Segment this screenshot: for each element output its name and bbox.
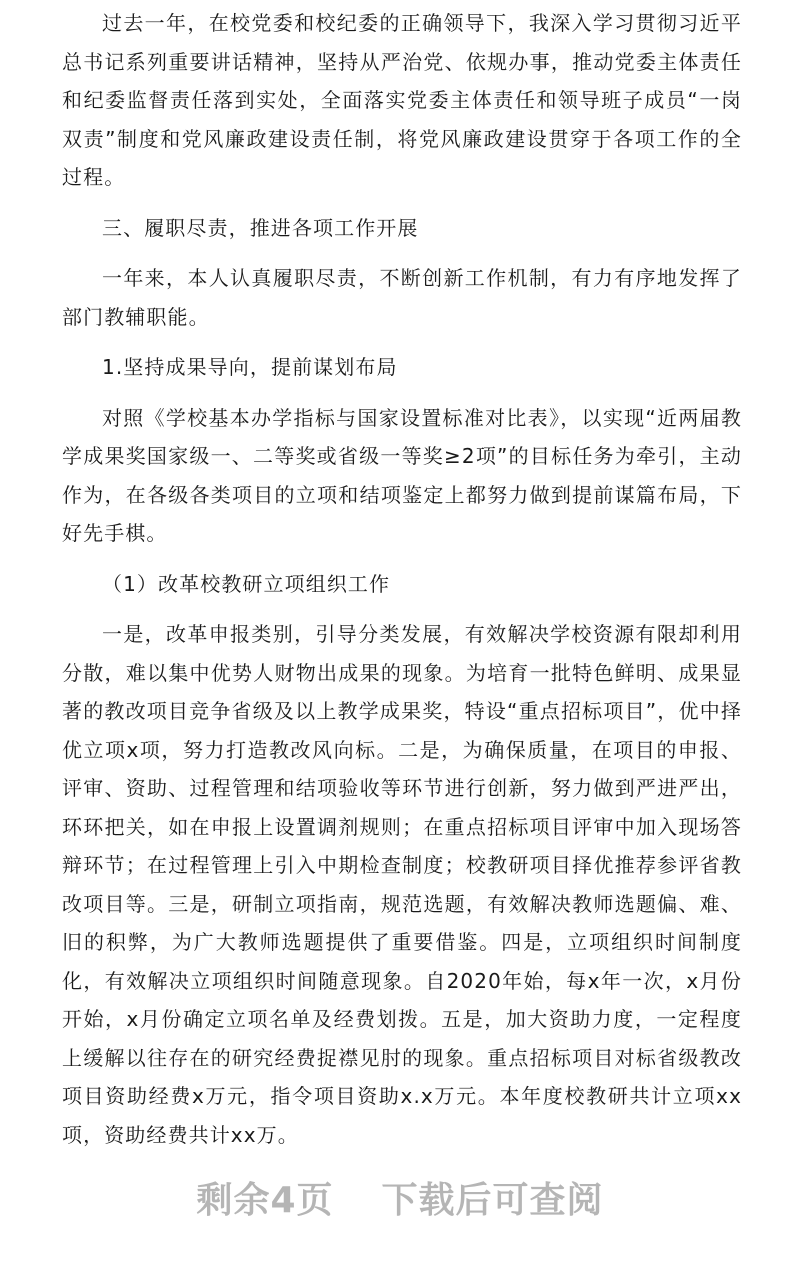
paragraph-reform-details: 一是，改革申报类别，引导分类发展，有效解决学校资源有限却利用分散，难以集中优势人财物出成果的现象。为培育一批特色鲜明、成果显著的教改项目竞争省级及以上教学成果奖，特设“重点招标项目”，优中择优立项x项，努力打造教改风向标。二是，为确保质量，在项目的申报、评审、资助、过程管理和结项验收等环节进行创新，努力做到严进严出，环环把关，如在申报上设置调剂规则；在重点招标项目评审中加入现场答辩环节；在过程管理上引入中期检查制度；校教研项目择优推荐参评省教改项目等。三是，研制立项指南，规范选题，有效解决教师选题偏、难、旧的积弊，为广大教师选题提供了重要借鉴。四是，立项组织时间制度化，有效解决立项组织时间随意现象。自2020年始，每x年一次，x月份开始，x月份确定立项名单及经费划拨。五是，加大资助力度，一定程度上缓解以往存在的研究经费捉襟见肘的现象。重点招标项目对标省级教改项目资助经费x万元，指令项目资助x.x万元。本年度校教研共计立项xx项，资助经费共计xx万。 xyxy=(62,622,742,1147)
remaining-pages-text[interactable]: 剩余4页 xyxy=(196,1180,334,1221)
subsection-heading-1-1: （1）改革校教研立项组织工作 xyxy=(102,571,391,596)
document-body xyxy=(62,0,742,1154)
download-to-view-text[interactable]: 下载后可查阅 xyxy=(381,1180,604,1221)
paragraph-intro: 过去一年，在校党委和校纪委的正确领导下，我深入学习贯彻习近平总书记系列重要讲话精神，坚持从严治党、依规办事，推动党委主体责任和纪委监督责任落到实处，全面落实党委主体责任和领导班子成员“一岗双责”制度和党风廉政建设责任制，将党风廉政建设贯穿于各项工作的全过程。 xyxy=(62,11,742,189)
download-prompt-banner[interactable] xyxy=(0,1172,800,1223)
subsection-heading-1: 1.坚持成果导向，提前谋划布局 xyxy=(102,355,398,379)
section-heading-3: 三、履职尽责，推进各项工作开展 xyxy=(102,215,419,240)
paragraph-section-3: 一年来，本人认真履职尽责，不断创新工作机制，有力有序地发挥了部门教辅职能。 xyxy=(62,266,742,329)
paragraph-subsection-1: 对照《学校基本办学指标与国家设置标准对比表》，以实现“近两届教学成果奖国家级一、二等奖或省级一等奖≥2项”的目标任务为牵引，主动作为，在各级各类项目的立项和结项鉴定上都努力做到提前谋篇布局，下好先手棋。 xyxy=(62,405,742,545)
